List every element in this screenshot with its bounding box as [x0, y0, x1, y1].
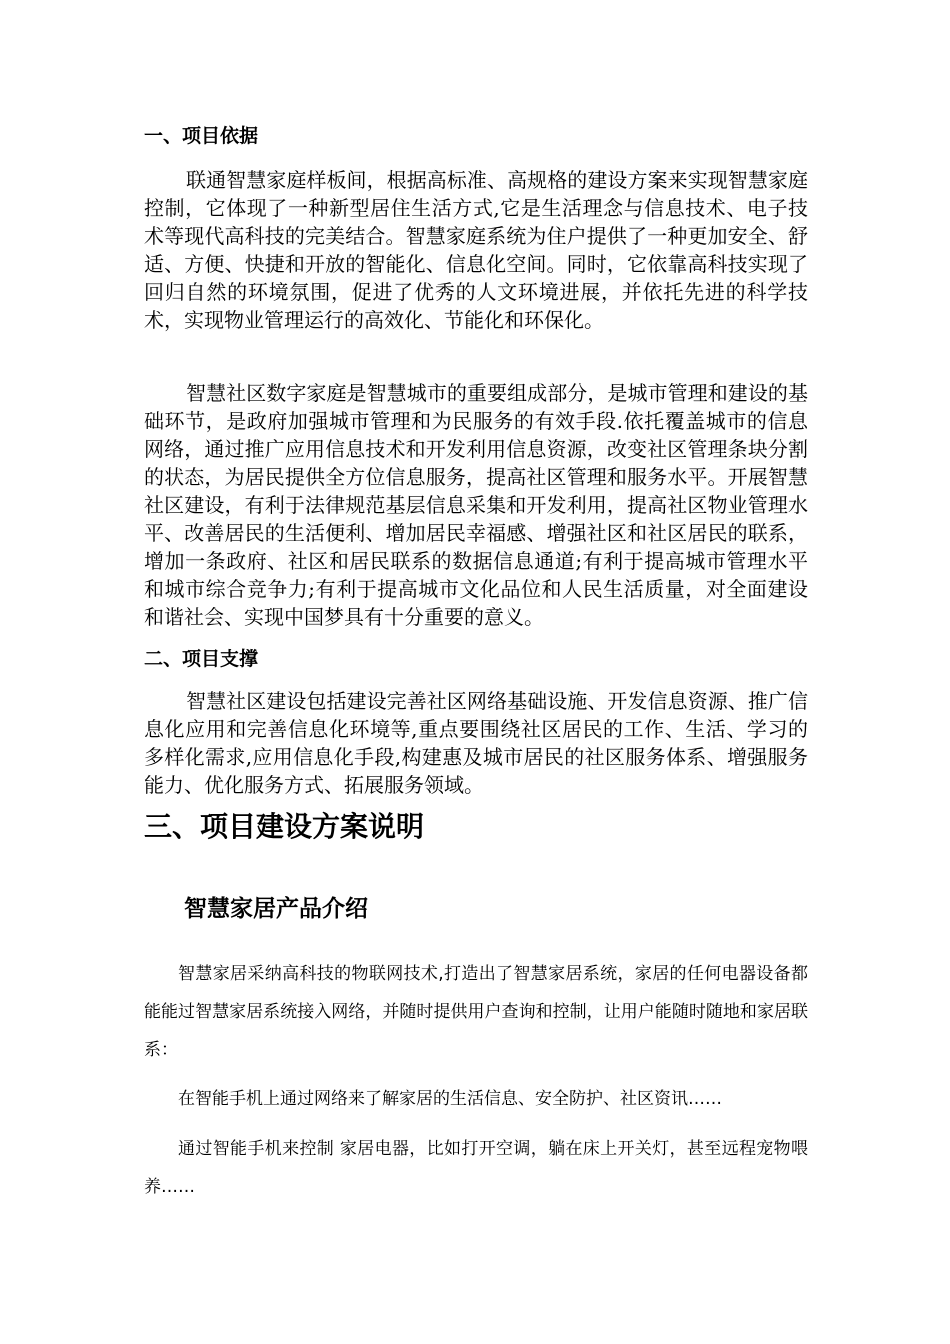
- section-heading-support: 二、项目支撑: [144, 648, 259, 670]
- paragraph-products-1: 智慧家居采纳高科技的物联网技术,打造出了智慧家居系统，家居的任何电器设备都能能过智慧家居系统接入网络，并随时提供用户查询和控制，让用户能随时随地和家居联系：: [144, 964, 808, 1060]
- paragraph-basis-1: 联通智慧家庭样板间，根据高标准、高规格的建设方案来实现智慧家庭控制，它体现了一种新型居住生活方式,它是生活理念与信息技术、电子技术等现代高科技的完美结合。智慧家庭系统为住户提供了一种更加安全、舒适、方便、快捷和开放的智能化、信息化空间。同时，它依靠高科技实现了回归自然的环境氛围，促进了优秀的人文环境进展，并依托先进的科学技术，实现物业管理运行的高效化、节能化和环保化。: [144, 168, 808, 332]
- subsection-heading-products: 智慧家居产品介绍: [184, 896, 368, 922]
- paragraph-products-3: 通过智能手机来控制 家居电器，比如打开空调，躺在床上开关灯，甚至远程宠物喂养……: [144, 1139, 808, 1197]
- paragraph-basis-2: 智慧社区数字家庭是智慧城市的重要组成部分，是城市管理和建设的基础环节，是政府加强城市管理和为民服务的有效手段.依托覆盖城市的信息网络，通过推广应用信息技术和开发利用信息资源，改变社区管理条块分割的状态，为居民提供全方位信息服务，提高社区管理和服务水平。开展智慧社区建设，有利于法律规范基层信息采集和开发利用，提高社区物业管理水平、改善居民的生活便利、增加居民幸福感、增强社区和社区居民的联系，增加一条政府、社区和居民联系的数据信息通道;有利于提高城市管理水平和城市综合竞争力;有利于提高城市文化品位和人民生活质量，对全面建设和谐社会、实现中国梦具有十分重要的意义。: [144, 381, 808, 629]
- section-heading-basis: 一、项目依据: [144, 125, 259, 147]
- paragraph-support: 智慧社区建设包括建设完善社区网络基础设施、开发信息资源、推广信息化应用和完善信息化环境等,重点要围绕社区居民的工作、生活、学习的多样化需求,应用信息化手段,构建惠及城市居民的社区服务体系、增强服务能力、优化服务方式、拓展服务领域。: [144, 689, 808, 797]
- section-heading-plan: 三、项目建设方案说明: [144, 810, 425, 843]
- paragraph-products-2: 在智能手机上通过网络来了解家居的生活信息、安全防护、社区资讯……: [178, 1089, 722, 1109]
